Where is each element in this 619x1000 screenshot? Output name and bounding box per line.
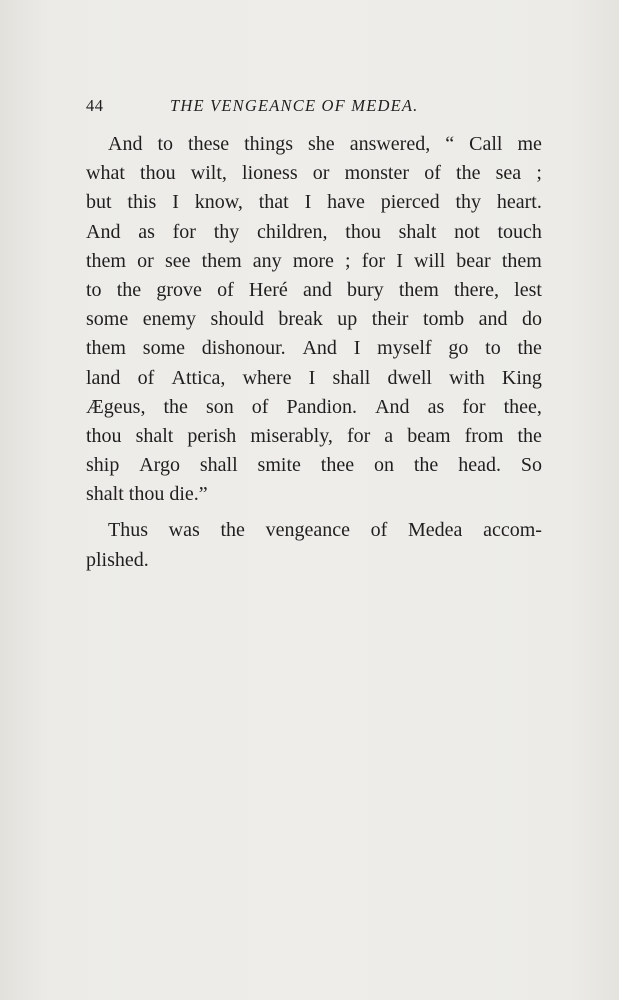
word: not xyxy=(454,220,480,243)
word: as xyxy=(138,220,155,243)
word: miserably, xyxy=(250,424,333,447)
paragraph-gap xyxy=(86,509,542,516)
word: the xyxy=(517,337,542,360)
word: shalt xyxy=(398,220,437,243)
word: of xyxy=(370,519,388,542)
word: touch xyxy=(497,220,542,243)
word: enemy xyxy=(142,308,197,331)
word: them xyxy=(86,249,126,272)
page-header xyxy=(86,96,546,120)
word: pierced xyxy=(380,191,440,214)
word: shall xyxy=(332,366,371,389)
word: die.” xyxy=(169,483,208,506)
word: children, xyxy=(257,220,328,243)
text-line xyxy=(86,393,542,422)
running-head: THE VENGEANCE OF MEDEA. xyxy=(170,96,419,115)
word: shalt xyxy=(86,483,124,506)
word: up xyxy=(337,308,358,331)
word: will xyxy=(414,249,446,272)
word: ; xyxy=(536,162,542,185)
word: of xyxy=(137,366,155,389)
word: on xyxy=(373,454,394,477)
word: plished. xyxy=(86,548,149,571)
word: more xyxy=(292,249,334,272)
word: Call xyxy=(469,133,503,155)
word: I xyxy=(396,249,403,272)
word: vengeance xyxy=(265,519,350,542)
word: land xyxy=(86,366,121,389)
text-line xyxy=(86,334,542,363)
word: them xyxy=(398,278,439,301)
text-line xyxy=(86,130,542,159)
word: accom- xyxy=(483,519,542,542)
word: I xyxy=(308,366,316,389)
word: Attica, xyxy=(171,366,226,389)
text-line xyxy=(86,516,542,545)
word: of xyxy=(217,278,234,301)
word: answered, xyxy=(349,133,431,155)
word: thy xyxy=(455,191,482,214)
text-line xyxy=(86,480,542,509)
text-line xyxy=(86,247,542,276)
word: and xyxy=(478,308,508,331)
word: for xyxy=(462,395,486,418)
word: beam xyxy=(407,424,451,447)
word: shall xyxy=(199,454,238,477)
word: ; xyxy=(345,249,351,272)
word: So xyxy=(520,454,542,477)
word: she xyxy=(308,133,335,155)
word: the xyxy=(517,424,542,447)
word: any xyxy=(252,249,282,272)
word: And xyxy=(375,395,410,418)
word: what xyxy=(86,162,125,185)
word: of xyxy=(251,395,269,418)
word: shalt xyxy=(135,424,174,447)
word: go xyxy=(448,337,469,360)
word: dwell xyxy=(387,366,432,389)
text-line xyxy=(86,276,542,305)
word: dishonour. xyxy=(201,337,286,360)
word: as xyxy=(427,395,445,418)
word: do xyxy=(521,308,542,331)
word: for xyxy=(172,220,196,243)
text-line xyxy=(86,305,542,334)
word: thou xyxy=(345,220,381,243)
word: the xyxy=(413,454,439,477)
word: this xyxy=(127,191,157,214)
word: thy xyxy=(213,220,240,243)
word: bear xyxy=(456,249,491,272)
word: to xyxy=(485,337,501,360)
word: And xyxy=(302,337,337,360)
word: thou xyxy=(86,424,122,447)
word: Thus xyxy=(108,519,148,542)
word: smite xyxy=(257,454,301,477)
word: thou xyxy=(128,483,165,506)
word: And xyxy=(108,133,143,155)
word: them xyxy=(201,249,242,272)
word: lioness xyxy=(242,162,298,185)
word: Argo xyxy=(139,454,180,477)
word: thee xyxy=(320,454,355,477)
word: know, xyxy=(194,191,243,214)
text-line xyxy=(86,364,542,393)
paragraph xyxy=(86,516,542,574)
word: but xyxy=(86,191,112,214)
page-number: 44 xyxy=(86,96,104,115)
word: head. xyxy=(458,454,501,477)
word: should xyxy=(210,308,264,331)
word: monster xyxy=(344,162,410,185)
word: son xyxy=(205,395,234,418)
word: I xyxy=(172,191,179,214)
word: Ægeus, xyxy=(86,395,146,418)
word: have xyxy=(327,191,365,214)
word: me xyxy=(517,133,542,155)
word: to xyxy=(157,133,174,155)
word: things xyxy=(244,133,294,155)
word: some xyxy=(142,337,185,360)
word: and xyxy=(302,278,332,301)
text-line xyxy=(86,546,542,575)
word: their xyxy=(371,308,409,331)
word: that xyxy=(258,191,289,214)
word: the xyxy=(456,162,481,185)
word: wilt, xyxy=(190,162,227,185)
word: tomb xyxy=(422,308,465,331)
word: them xyxy=(501,249,542,272)
word: with xyxy=(449,366,485,389)
word: Pandion. xyxy=(286,395,358,418)
word: was xyxy=(168,519,200,542)
text-line xyxy=(86,188,542,217)
word: of xyxy=(424,162,441,185)
paragraph xyxy=(86,130,542,509)
word: the xyxy=(220,519,245,542)
word: And xyxy=(86,220,121,243)
word: Heré xyxy=(248,278,288,301)
word: these xyxy=(188,133,230,155)
word: there, xyxy=(454,278,499,301)
word: grove xyxy=(156,278,202,301)
text-line xyxy=(86,159,542,188)
word: King xyxy=(501,366,542,389)
body-text xyxy=(86,130,542,575)
word: Medea xyxy=(407,519,463,542)
text-line xyxy=(86,451,542,480)
word: lest xyxy=(514,278,542,301)
word: bury xyxy=(347,278,384,301)
word: for xyxy=(346,424,371,447)
word: or xyxy=(312,162,330,185)
word: sea xyxy=(495,162,522,185)
word: break xyxy=(278,308,323,331)
word: perish xyxy=(187,424,237,447)
word: thou xyxy=(140,162,176,185)
word: where xyxy=(242,366,292,389)
word: ship xyxy=(86,454,120,477)
word: the xyxy=(163,395,188,418)
word: some xyxy=(86,308,129,331)
word: I xyxy=(353,337,361,360)
word: or xyxy=(137,249,154,272)
word: heart. xyxy=(496,191,542,214)
word: I xyxy=(304,191,312,214)
text-line xyxy=(86,422,542,451)
word: a xyxy=(384,424,394,447)
paragraph-container xyxy=(86,130,542,575)
word: myself xyxy=(377,337,432,360)
word: to xyxy=(86,278,102,301)
word: see xyxy=(164,249,191,272)
word: them xyxy=(86,337,126,360)
word: thee, xyxy=(503,395,542,418)
word: for xyxy=(361,249,386,272)
word: from xyxy=(464,424,504,447)
text-line xyxy=(86,218,542,247)
word: the xyxy=(116,278,142,301)
word: “ xyxy=(445,133,455,155)
